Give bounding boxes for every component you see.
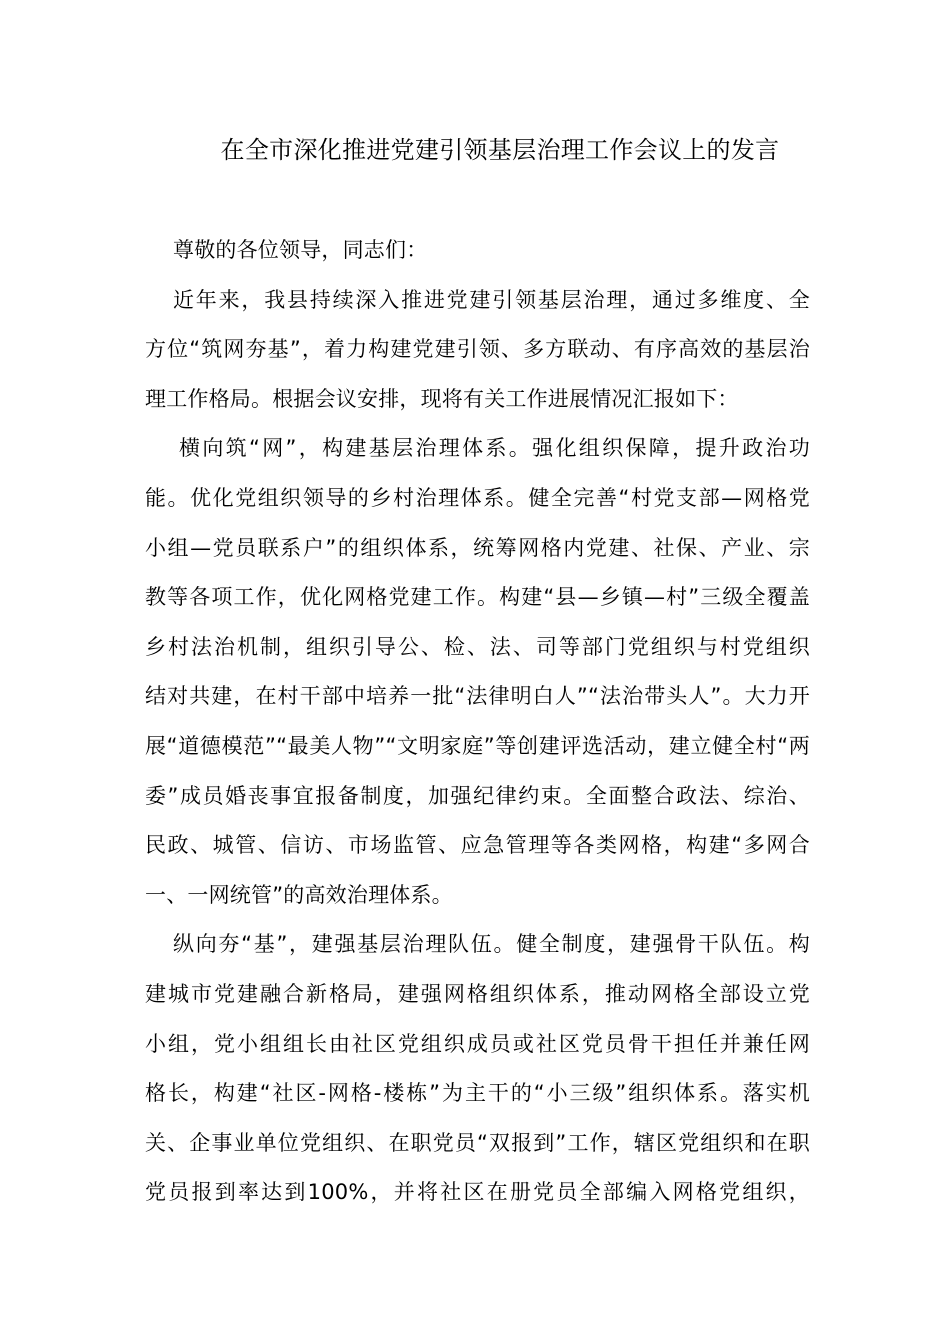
- paragraph-line: 理工作格局。根据会议安排，现将有关工作进展情况汇报如下：: [145, 386, 739, 411]
- paragraph-line: 纵向夯“基”，建强基层治理队伍。健全制度，建强骨干队伍。构: [173, 932, 810, 957]
- document-title: 在全市深化推进党建引领基层治理工作会议上的发言: [220, 136, 780, 164]
- paragraph-line: 能。优化党组织领导的乡村治理体系。健全完善“村党支部—网格党: [145, 485, 810, 510]
- paragraph-line: 关、企事业单位党组织、在职党员“双报到”工作，辖区党组织和在职: [145, 1130, 810, 1155]
- paragraph-line: 党员报到率达到100%，并将社区在册党员全部编入网格党组织，: [145, 1180, 810, 1205]
- document-body: [145, 230, 810, 1222]
- paragraph-line: 一、一网统管”的高效治理体系。: [145, 882, 453, 907]
- paragraph-line: 民政、城管、信访、市场监管、应急管理等各类网格，构建“多网合: [145, 833, 810, 858]
- salutation-line: 尊敬的各位领导，同志们：: [173, 238, 428, 262]
- paragraph-line: 小组—党员联系户”的组织体系，统筹网格内党建、社保、产业、宗: [145, 535, 810, 560]
- paragraph-line: 近年来，我县持续深入推进党建引领基层治理，通过多维度、全: [173, 287, 810, 312]
- paragraph-line: 小组，党小组组长由社区党组织成员或社区党员骨干担任并兼任网: [145, 1031, 810, 1056]
- paragraph-line: 委”成员婚丧事宜报备制度，加强纪律约束。全面整合政法、综治、: [145, 783, 810, 808]
- paragraph-line: 方位“筑网夯基”，着力构建党建引领、多方联动、有序高效的基层治: [145, 337, 810, 362]
- paragraph-line: 乡村法治机制，组织引导公、检、法、司等部门党组织与村党组织: [145, 634, 810, 659]
- paragraph-line: 格长，构建“社区-网格-楼栋”为主干的“小三级”组织体系。落实机: [145, 1081, 810, 1106]
- paragraph-line: 建城市党建融合新格局，建强网格组织体系，推动网格全部设立党: [145, 981, 810, 1006]
- paragraph-line: 结对共建，在村干部中培养一批“法律明白人”“法治带头人”。大力开: [145, 684, 810, 709]
- paragraph-line: 横向筑“网”，构建基层治理体系。强化组织保障，提升政治功: [179, 436, 810, 461]
- paragraph-line: 展“道德模范”“最美人物”“文明家庭”等创建评选活动，建立健全村“两: [145, 733, 810, 758]
- paragraph-line: 教等各项工作，优化网格党建工作。构建“县—乡镇—村”三级全覆盖: [145, 585, 810, 610]
